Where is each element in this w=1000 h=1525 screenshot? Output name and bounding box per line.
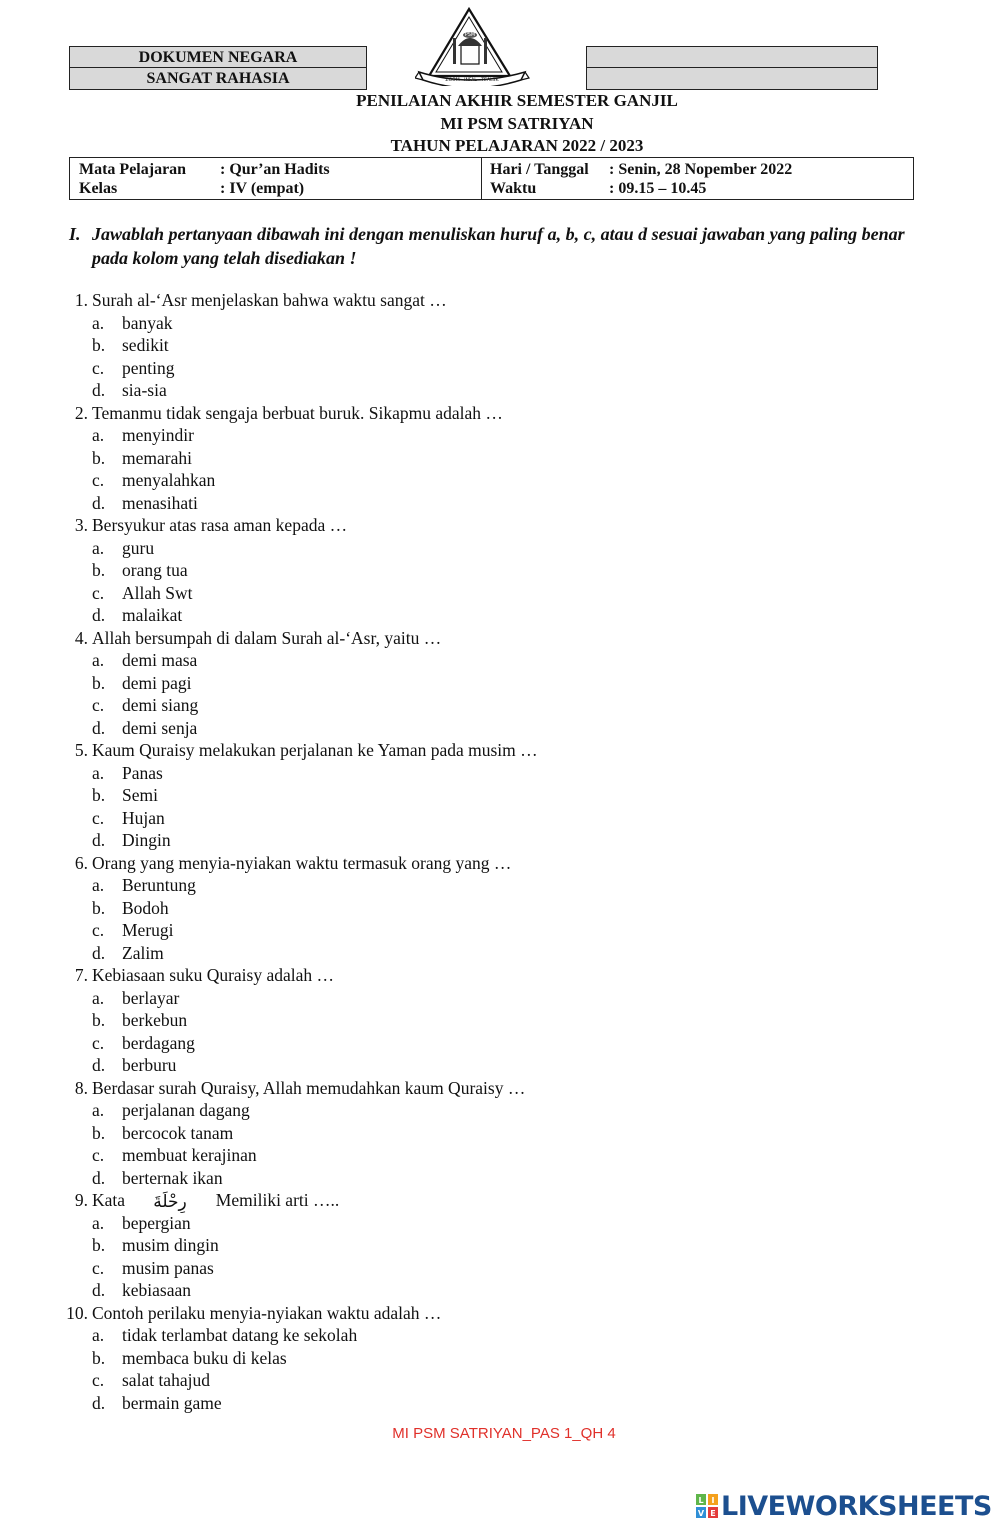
- option-text: Hujan: [122, 807, 165, 828]
- option-text: musim dingin: [122, 1235, 219, 1255]
- option-text: memarahi: [122, 447, 192, 468]
- option-letter: d.: [92, 1055, 106, 1075]
- question-text: [92, 1189, 339, 1213]
- option-b[interactable]: [0, 1234, 1000, 1257]
- option-text: berkebun: [122, 1010, 188, 1030]
- option-text: demi masa: [122, 650, 198, 670]
- option-letter: d.: [92, 1280, 106, 1300]
- question-text: Kebiasaan suku Quraisy adalah …: [92, 965, 335, 985]
- option-text: Bodoh: [122, 897, 169, 918]
- question-number: 8.: [74, 1077, 88, 1098]
- option-text: bepergian: [122, 1212, 191, 1233]
- option-letter: d.: [92, 942, 106, 963]
- option-text: salat tahajud: [122, 1370, 210, 1390]
- blank-row-1: [587, 47, 877, 68]
- question-number: 9.: [74, 1190, 88, 1210]
- option-d[interactable]: [0, 379, 1000, 402]
- question-number: 1.: [74, 290, 88, 310]
- option-letter: d.: [92, 492, 106, 513]
- option-text: perjalanan dagang: [122, 1100, 250, 1120]
- option-letter: c.: [92, 920, 105, 940]
- option-a[interactable]: [0, 1099, 1000, 1122]
- option-letter: b.: [92, 1347, 106, 1368]
- svg-text:L: L: [698, 1496, 704, 1505]
- info-right: [481, 158, 913, 199]
- option-letter: c.: [92, 1032, 105, 1053]
- option-a[interactable]: [0, 649, 1000, 672]
- question-number: 4.: [74, 627, 88, 648]
- option-text: tidak terlambat datang ke sekolah: [122, 1325, 358, 1345]
- question-number: 6.: [74, 852, 88, 873]
- option-text: sia-sia: [122, 380, 167, 400]
- option-b[interactable]: [0, 784, 1000, 807]
- option-text: menasihati: [122, 492, 198, 513]
- logo-text: PSM: [464, 32, 476, 38]
- option-text: penting: [122, 357, 175, 378]
- option-b[interactable]: [0, 1347, 1000, 1370]
- question-text: Contoh perilaku menyia-nyiakan waktu adalah …: [92, 1302, 442, 1323]
- option-a[interactable]: [0, 312, 1000, 335]
- option-text: Semi: [122, 785, 158, 805]
- date-value: : Senin, 28 Nopember 2022: [609, 161, 793, 178]
- option-letter: b.: [92, 335, 106, 355]
- option-text: kebiasaan: [122, 1280, 191, 1300]
- option-text: menyalahkan: [122, 470, 216, 490]
- time-value: : 09.15 – 10.45: [609, 180, 707, 197]
- arabic-word-text: رِحْلَةَ: [153, 1191, 188, 1212]
- option-letter: c.: [92, 695, 105, 715]
- option-letter: c.: [92, 1370, 105, 1390]
- option-text: berternak ikan: [122, 1167, 223, 1188]
- option-text: sedikit: [122, 335, 169, 355]
- question-8: [0, 1077, 1000, 1190]
- option-text: bermain game: [122, 1392, 222, 1413]
- question-text: Surah al-‘Asr menjelaskan bahwa waktu sangat …: [92, 290, 447, 310]
- option-c[interactable]: [0, 469, 1000, 492]
- option-d[interactable]: [0, 1279, 1000, 1302]
- option-a[interactable]: [0, 762, 1000, 785]
- option-d[interactable]: [0, 492, 1000, 515]
- option-c[interactable]: [0, 1144, 1000, 1167]
- option-text: Beruntung: [122, 875, 196, 895]
- option-letter: b.: [92, 672, 106, 693]
- school-name: MI PSM SATRIYAN: [440, 114, 594, 133]
- option-letter: a.: [92, 987, 105, 1008]
- question-3: [0, 514, 1000, 627]
- blank-row-2: [587, 68, 877, 89]
- date-label: Hari / Tanggal: [490, 161, 589, 178]
- question-1: [0, 289, 1000, 402]
- option-letter: d.: [92, 605, 106, 625]
- option-text: Panas: [122, 762, 163, 783]
- question-2: [0, 402, 1000, 515]
- option-b[interactable]: [0, 334, 1000, 357]
- classification-line-2: SANGAT RAHASIA: [146, 70, 290, 87]
- question-4: [0, 627, 1000, 740]
- option-text: Dingin: [122, 830, 171, 850]
- class-label: Kelas: [79, 180, 118, 197]
- question-text-after: Memiliki arti …..: [215, 1190, 340, 1210]
- option-text: guru: [122, 537, 155, 558]
- option-text: menyindir: [122, 425, 194, 445]
- option-b[interactable]: [0, 447, 1000, 470]
- question-number: 5.: [74, 740, 88, 760]
- option-letter: b.: [92, 1122, 106, 1143]
- option-a[interactable]: [0, 424, 1000, 447]
- option-c[interactable]: [0, 694, 1000, 717]
- option-text: membuat kerajinan: [122, 1145, 257, 1165]
- svg-text:E: E: [710, 1509, 716, 1518]
- option-letter: b.: [92, 785, 106, 805]
- time-label: Waktu: [490, 180, 537, 197]
- option-d[interactable]: [0, 1167, 1000, 1190]
- option-text: demi siang: [122, 695, 199, 715]
- question-text: Orang yang menyia-nyiakan waktu termasuk orang yang …: [92, 852, 512, 873]
- option-text: bercocok tanam: [122, 1122, 234, 1143]
- question-text: Temanmu tidak sengaja berbuat buruk. Sikapmu adalah …: [92, 402, 503, 423]
- question-5: [0, 739, 1000, 852]
- option-letter: c.: [92, 357, 105, 378]
- option-text: Allah Swt: [122, 582, 193, 603]
- school-logo-icon: [415, 6, 530, 86]
- option-letter: a.: [92, 537, 105, 558]
- option-d[interactable]: [0, 604, 1000, 627]
- option-text: berdagang: [122, 1032, 195, 1053]
- question-10: [0, 1302, 1000, 1415]
- option-letter: c.: [92, 1257, 105, 1278]
- option-c[interactable]: [0, 357, 1000, 380]
- arabic-word-icon: [135, 1191, 205, 1213]
- option-text: demi senja: [122, 717, 198, 738]
- classification-box: [69, 46, 367, 90]
- option-letter: d.: [92, 1167, 106, 1188]
- blank-header-box: [586, 46, 878, 90]
- question-7: [0, 964, 1000, 1077]
- question-text: Kaum Quraisy melakukan perjalanan ke Yaman pada musim …: [92, 740, 538, 760]
- option-text: Zalim: [122, 942, 164, 963]
- question-text: Berdasar surah Quraisy, Allah memudahkan kaum Quraisy …: [92, 1077, 526, 1098]
- option-letter: b.: [92, 447, 106, 468]
- option-c[interactable]: [0, 1257, 1000, 1280]
- option-a[interactable]: [0, 987, 1000, 1010]
- option-letter: b.: [92, 897, 106, 918]
- option-c[interactable]: [0, 1032, 1000, 1055]
- logo-ribbon-text: ZOOM · INFAL · TEALSK: [445, 78, 499, 83]
- question-text: Bersyukur atas rasa aman kepada …: [92, 515, 348, 535]
- option-letter: c.: [92, 582, 105, 603]
- option-letter: a.: [92, 1325, 105, 1345]
- question-list: [0, 289, 1000, 1414]
- class-value: : IV (empat): [220, 180, 305, 197]
- svg-text:V: V: [697, 1509, 705, 1518]
- option-text: Merugi: [122, 920, 174, 940]
- option-text: musim panas: [122, 1257, 214, 1278]
- option-text: malaikat: [122, 605, 183, 625]
- option-c[interactable]: [0, 919, 1000, 942]
- info-left: [70, 158, 482, 199]
- option-b[interactable]: [0, 672, 1000, 695]
- option-b[interactable]: [0, 897, 1000, 920]
- option-c[interactable]: [0, 807, 1000, 830]
- option-text: berburu: [122, 1055, 177, 1075]
- instruction-numeral: I.: [69, 224, 81, 244]
- subject-value: : Qur’an Hadits: [220, 161, 330, 178]
- exam-info-table: [69, 157, 914, 200]
- option-a[interactable]: [0, 1212, 1000, 1235]
- question-number: 2.: [74, 402, 88, 423]
- academic-year: TAHUN PELAJARAN 2022 / 2023: [390, 136, 644, 155]
- option-letter: c.: [92, 1145, 105, 1165]
- question-text: Allah bersumpah di dalam Surah al-‘Asr, yaitu …: [92, 627, 442, 648]
- brand-text: LIVEWORKSHEETS: [721, 1490, 992, 1522]
- option-d[interactable]: [0, 942, 1000, 965]
- option-letter: a.: [92, 875, 105, 895]
- question-number: 3.: [74, 515, 88, 535]
- option-text: membaca buku di kelas: [122, 1347, 287, 1368]
- option-c[interactable]: [0, 1369, 1000, 1392]
- option-d[interactable]: [0, 717, 1000, 740]
- question-text-before: Kata: [92, 1190, 126, 1210]
- option-a[interactable]: [0, 874, 1000, 897]
- option-letter: a.: [92, 425, 105, 445]
- instruction: [69, 222, 939, 270]
- subject-label: Mata Pelajaran: [79, 161, 187, 178]
- option-letter: a.: [92, 1100, 105, 1120]
- question-number: 7.: [74, 965, 88, 985]
- option-d[interactable]: [0, 1392, 1000, 1415]
- option-b[interactable]: [0, 559, 1000, 582]
- liveworksheets-logo-icon: [695, 1493, 719, 1519]
- option-a[interactable]: [0, 1324, 1000, 1347]
- liveworksheets-brand[interactable]: [695, 1489, 992, 1523]
- option-letter: a.: [92, 1212, 105, 1233]
- option-text: berlayar: [122, 987, 180, 1008]
- option-letter: d.: [92, 380, 106, 400]
- option-text: demi pagi: [122, 672, 192, 693]
- option-letter: d.: [92, 717, 106, 738]
- option-letter: a.: [92, 762, 105, 783]
- option-letter: d.: [92, 830, 106, 850]
- option-c[interactable]: [0, 582, 1000, 605]
- question-9: [0, 1189, 1000, 1302]
- instruction-text: Jawablah pertanyaan dibawah ini dengan menuliskan huruf a, b, c, atau d sesuai jawaban yang paling benar pada kolom yang telah disediakan !: [92, 224, 905, 268]
- option-letter: a.: [92, 650, 105, 670]
- classification-line-1: DOKUMEN NEGARA: [70, 47, 366, 68]
- option-letter: c.: [92, 807, 105, 828]
- question-6: [0, 852, 1000, 965]
- question-number: 10.: [66, 1302, 88, 1323]
- option-letter: b.: [92, 1010, 106, 1030]
- option-letter: b.: [92, 560, 106, 580]
- option-letter: a.: [92, 312, 105, 333]
- option-b[interactable]: [0, 1122, 1000, 1145]
- exam-title: PENILAIAN AKHIR SEMESTER GANJIL: [356, 91, 678, 110]
- option-text: orang tua: [122, 560, 188, 580]
- option-letter: b.: [92, 1235, 106, 1255]
- page-footer: MI PSM SATRIYAN_PAS 1_QH 4: [392, 1425, 616, 1442]
- option-d[interactable]: [0, 829, 1000, 852]
- option-b[interactable]: [0, 1009, 1000, 1032]
- option-letter: c.: [92, 470, 105, 490]
- option-a[interactable]: [0, 537, 1000, 560]
- svg-text:I: I: [711, 1496, 715, 1505]
- option-text: banyak: [122, 312, 173, 333]
- option-letter: d.: [92, 1392, 106, 1413]
- option-d[interactable]: [0, 1054, 1000, 1077]
